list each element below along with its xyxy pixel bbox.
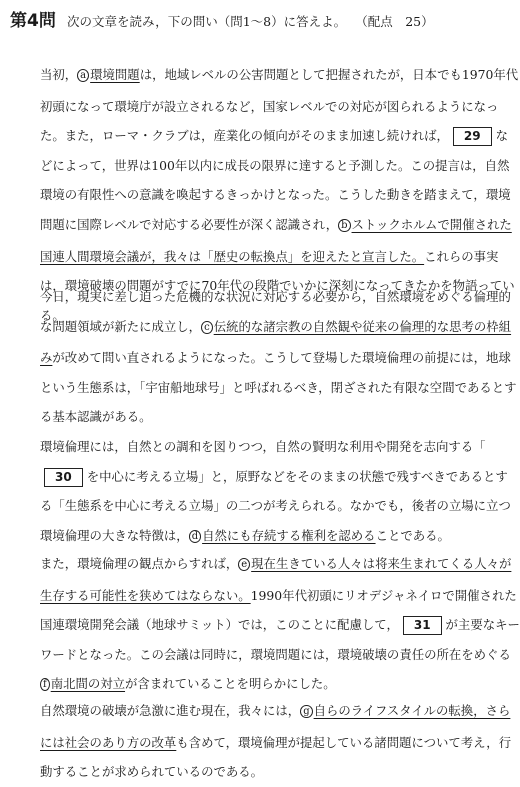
paragraph-2: 今日，現実に差し迫った危機的な状況に対応する必要から，自然環境をめぐる倫理的な問題領域が新たに成立し， c 伝統的な諸宗教の自然観や従来の倫理的な思考の枠組みが改めて問い直されるようになった。こうして登場した環境倫理の前提には，地球という生態系は，「宇宙船地球号」と呼ばれるべき，閉ざされた有限な空間であるとする基本認識がある。	[40, 289, 517, 425]
blank-box-31: 31	[403, 616, 442, 635]
blank-box-29: 29	[453, 127, 492, 146]
question-header	[10, 6, 434, 31]
underline-b: ストックホルムで開催された国連人間環境会議が，我々は「歴史の転換点」を迎えたと宣言した。	[40, 216, 512, 264]
underline-marker-e: e	[238, 558, 250, 571]
question-points: （配点 25）	[355, 14, 434, 29]
underline-marker-g: g	[300, 705, 312, 718]
underline-marker-f: f	[40, 678, 50, 691]
paragraph-1: 当初， a 環境問題は，地域レベルの公害問題として把握されたが，日本でも1970年代初頭になって環境庁が設立されるなど，国家レベルでの対応が図られるようになった。また，ローマ・クラブは，産業化の傾向がそのまま加速し続ければ， 29 などによって，世界は100年以内に成長の限界に達すると予測した。この提言は，自然環境の有限性への意識を喚起するきっかけとなった。こうした動きを踏まえて，環境問題に国際レベルで対応する必要性が深く認識され， b ストックホルムで開催された国連人間環境会議が，我々は「歴史の転換点」を迎えたと宣言した。これらの事実は，環境破壊の問題がすでに70年代の段階でいかに深刻になってきたかを物語っている。	[40, 67, 519, 323]
paragraph-5: 自然環境の破壊が急激に進む現在，我々には， g 自らのライフスタイルの転換，さらには社会のあり方の改革も含めて，環境倫理が提起している諸問題について考え，行動することが求められているのである。	[40, 703, 512, 780]
underline-e: 現在生きている人々は将来生まれてくる人々が生存する可能性を狭めてはならない。	[40, 556, 512, 603]
question-number: 第4問	[10, 11, 56, 31]
paragraph-3: 環境倫理には，自然との調和を図りつつ，自然の賢明な利用や開発を志向する「30 を中心に考える立場」と，原野などをそのままの状態で残すべきであるとする「生態系を中心に考える立場」の二つが考えられる。なかでも，後者の立場に立つ環境倫理の大きな特徴は， d 自然にも存続する権利を認めることである。	[40, 439, 511, 543]
question-instruction: 次の文章を読み，下の問い（問1〜8）に答えよ。	[66, 14, 347, 29]
underline-d: 自然にも存続する権利を認める	[202, 527, 376, 543]
underline-c: 伝統的な諸宗教の自然観や従来の倫理的な思考の枠組み	[40, 318, 512, 366]
paragraph-4: また，環境倫理の観点からすれば， e 現在生きている人々は将来生まれてくる人々が生存する可能性を狭めてはならない。1990年代初頭にリオデジャネイロで開催された国連環境開発会議（地球サミット）では，このことに配慮して， 31 が主要なキーワードとなった。この会議は同時に，環境問題には，環境破壊の責任の所在をめぐるf 南北間の対立が含まれていることを明らかにした。	[40, 556, 520, 692]
underline-g: 自らのライフスタイルの転換，さらには社会のあり方の改革	[40, 703, 511, 750]
blank-box-30: 30	[44, 468, 83, 487]
underline-f: 南北間の対立	[50, 676, 126, 692]
underline-marker-b: b	[338, 219, 350, 232]
underline-marker-a: a	[77, 69, 89, 82]
underline-a: 環境問題	[90, 67, 140, 82]
underline-marker-c: c	[201, 321, 213, 334]
underline-marker-d: d	[189, 530, 201, 543]
